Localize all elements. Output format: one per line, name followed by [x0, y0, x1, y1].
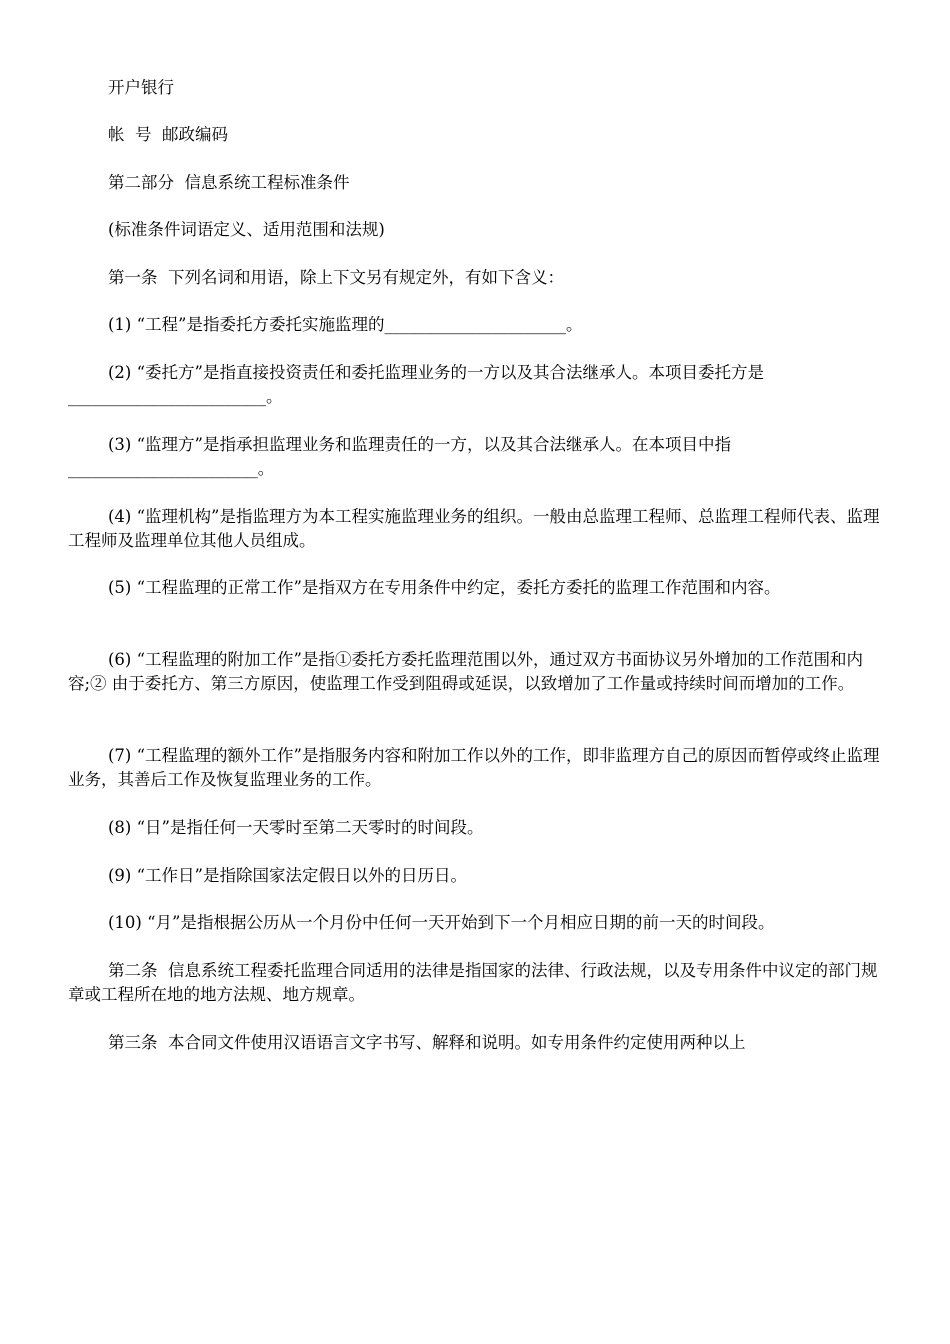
definition-1: (1) “工程”是指委托方委托实施监理的______________________。 — [108, 315, 583, 334]
definition-6: (6) “工程监理的附加工作”是指①委托方委托监理范围以外，通过双方书面协议另外增加的工作范围和内容;② 由于委托方、第三方原因，使监理工作受到阻碍或延误，以致增加了工作量或持续时间而增加的工作。 — [68, 650, 863, 693]
part-two-subtitle: (标准条件词语定义、适用范围和法规) — [108, 220, 385, 239]
article-1-intro: 第一条 下列名词和用语，除上下文另有规定外，有如下含义： — [108, 268, 564, 287]
bank-line: 开户银行 — [108, 78, 174, 97]
definition-5: (5) “工程监理的正常工作”是指双方在专用条件中约定，委托方委托的监理工作范围和内容。 — [108, 578, 781, 597]
definition-9: (9) “工作日”是指除国家法定假日以外的日历日。 — [108, 866, 467, 885]
part-two-title: 第二部分 信息系统工程标准条件 — [108, 173, 350, 192]
article-3: 第三条 本合同文件使用汉语语言文字书写、解释和说明。如专用条件约定使用两种以上 — [108, 1033, 746, 1052]
definition-2: (2) “委托方”是指直接投资责任和委托监理业务的一方以及其合法继承人。本项目委托方是________________________。 — [68, 363, 764, 406]
definition-10: (10) “月”是指根据公历从一个月份中任何一天开始到下一个月相应日期的前一天的时间段。 — [108, 913, 775, 932]
definition-7: (7) “工程监理的额外工作”是指服务内容和附加工作以外的工作，即非监理方自己的原因而暂停或终止监理业务，其善后工作及恢复监理业务的工作。 — [68, 746, 880, 789]
definition-4: (4) “监理机构”是指监理方为本工程实施监理业务的组织。一般由总监理工程师、总监理工程师代表、监理工程师及监理单位其他人员组成。 — [68, 507, 880, 550]
article-2: 第二条 信息系统工程委托监理合同适用的法律是指国家的法律、行政法规，以及专用条件中议定的部门规章或工程所在地的地方法规、地方规章。 — [68, 961, 878, 1004]
definition-8: (8) “日”是指任何一天零时至第二天零时的时间段。 — [108, 818, 484, 837]
definition-3: (3) “监理方”是指承担监理业务和监理责任的一方，以及其合法继承人。在本项目中指_______________________。 — [68, 435, 731, 478]
account-postcode-line: 帐 号 邮政编码 — [108, 125, 228, 144]
